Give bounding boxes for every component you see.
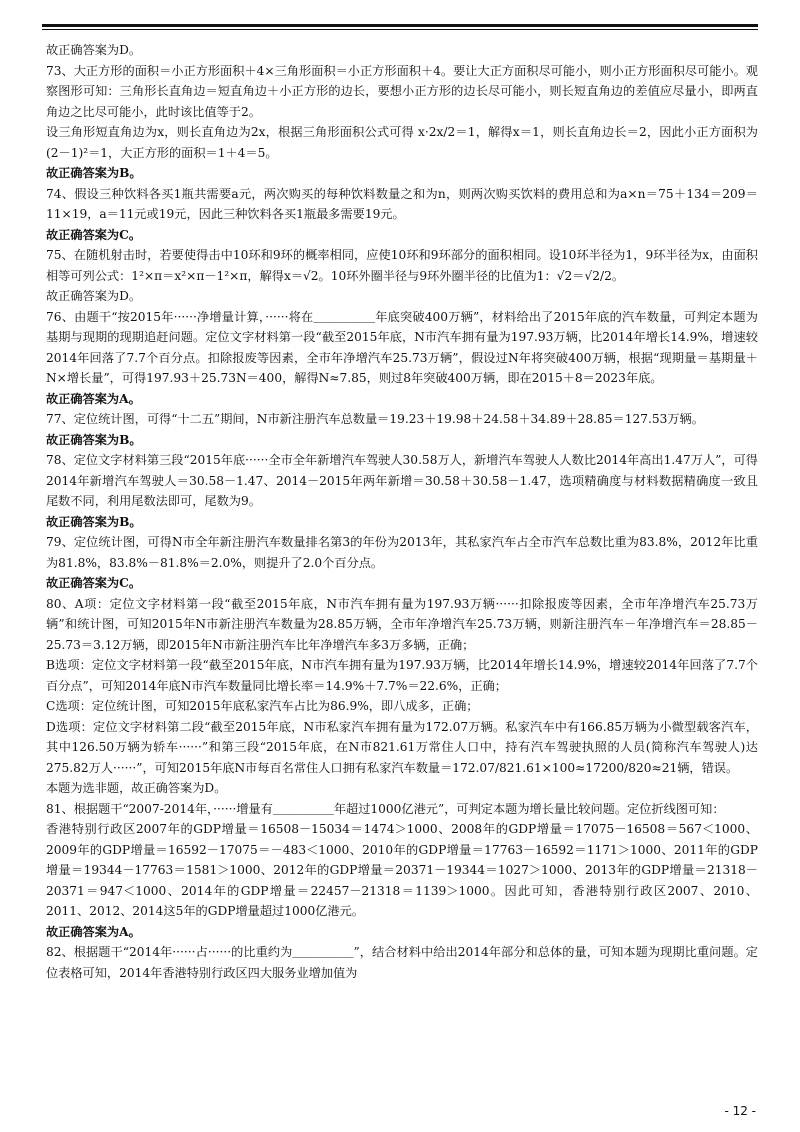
answer-line: 故正确答案为C。: [46, 227, 142, 242]
answer-line: 故正确答案为A。: [46, 924, 141, 939]
answer-line: 故正确答案为C。: [46, 576, 142, 590]
header-rule: [42, 24, 758, 27]
paragraph: 79、定位统计图，可得N市全年新注册汽车数量排名第3的年份为2013年，其私家汽车占全市汽车总数比重为83.8%，2012年比重为81.8%，83.8%－81.8%＝2.0%，则提升了2.0个百分点。: [46, 535, 758, 570]
paragraph: D选项：定位文字材料第二段“截至2015年底，N市私家汽车拥有量为172.07万辆。私家汽车中有166.85万辆为小微型载客汽车，其中126.50万辆为轿车······”和第三段“2015年底，在N市821.61万常住人口中，持有汽车驾驶执照的人员(简称汽车驾驶人)达275.82万人······”，可知2015年底N市每百名常住人口拥有私家汽车数量＝172.07/821.61×100≈17200/820≈21辆，错误。: [46, 719, 758, 775]
answer-line: 故正确答案为B。: [46, 432, 142, 447]
paragraph: 77、定位统计图，可得“十二五”期间，N市新注册汽车总数量＝19.23＋19.98＋24.58＋34.89＋28.85＝127.53万辆。: [46, 412, 704, 426]
page-number: - 12 -: [724, 1104, 756, 1118]
paragraph: B选项：定位文字材料第一段“截至2015年底，N市汽车拥有量为197.93万辆，比2014年增长14.9%，增速较2014年回落了7.7个百分点”，可知2014年底N市汽车数量同比增长率＝14.9%＋7.7%＝22.6%，正确；: [46, 658, 758, 693]
paragraph: 设三角形短直角边为x，则长直角边为2x，根据三角形面积公式可得 x·2x/2＝1，解得x＝1，则长直角边长＝2，因此小正方面积为 (2－1)²＝1，大正方形的面积＝1＋4＝5。: [46, 125, 758, 160]
paragraph: C选项：定位统计图，可知2015年底私家汽车占比为86.9%，即八成多，正确；: [46, 699, 479, 713]
paragraph: 故正确答案为D。: [46, 289, 142, 303]
paragraph: 75、在随机射击时，若要使得击中10环和9环的概率相同，应使10环和9环部分的面积相同。设10环半径为1，9环半径为x，由面积相等可列公式：1²×π＝x²×π－1²×π，解得x＝√2。10环外圈半径与9环外圈半径的比值为1：√2＝√2/2。: [46, 248, 758, 283]
paragraph: 香港特别行政区2007年的GDP增量＝16508－15034＝1474＞1000、2008年的GDP增量＝17075－16508＝567＜1000、2009年的GDP增量＝16592－17075＝－483＜1000、2010年的GDP增量＝17763－16592＝1171＞1000、2011年的GDP增量＝19344－17763＝1581＞1000、2012年的GDP增量＝20371－19344＝1027＞1000、2013年的GDP增量＝21318－20371＝947＜1000、2014年的GDP增量＝22457－21318＝1139＞1000。因此可知，香港特别行政区2007、2010、2011、2012、2014这5年的GDP增量超过1000亿港元。: [46, 822, 758, 918]
paragraph: 76、由题干“按2015年······净增量计算，······将在＿＿＿＿＿年底突破400万辆”，材料给出了2015年底的汽车数量，可判定本题为基期与现期的现期追赶问题。定位文字材料第一段“截至2015年底，N市汽车拥有量为197.93万辆，比2014年增长14.9%，增速较2014年回落了7.7个百分点。扣除报废等因素，全市年净增汽车25.73万辆”，假设过N年将突破400万辆，根据“现期量＝基期量＋N×增长量”，可得197.93＋25.73N＝400，解得N≈7.85，则过8年突破400万辆，即在2015＋8＝2023年底。: [46, 309, 758, 385]
paragraph: 81、根据题干“2007-2014年，······增量有＿＿＿＿＿年超过1000亿港元”，可判定本题为增长量比较问题。定位折线图可知：: [46, 801, 725, 816]
paragraph: 74、假设三种饮料各买1瓶共需要a元，两次购买的每种饮料数量之和为n，则两次购买饮料的费用总和为a×n＝75＋134＝209＝11×19，a＝11元或19元，因此三种饮料各买1瓶最多需要19元。: [46, 186, 758, 221]
answer-line: 故正确答案为B。: [46, 514, 142, 529]
answer-line: 故正确答案为B。: [46, 166, 142, 180]
paragraph: 80、A项：定位文字材料第一段“截至2015年底，N市汽车拥有量为197.93万辆······扣除报废等因素，全市年净增汽车25.73万辆”和统计图，可知2015年N市新注册汽车数量为28.85万辆，全市年净增汽车25.73万辆，则新注册汽车－年净增汽车＝28.85－25.73＝3.12万辆，即2015年N市新注册汽车比年净增汽车多3万多辆，正确；: [46, 596, 758, 652]
paragraph: 82、根据题干“2014年······占······的比重约为＿＿＿＿＿”，结合材料中给出2014年部分和总体的量，可知本题为现期比重问题。定位表格可知，2014年香港特别行政区四大服务业增加值为: [46, 945, 758, 980]
paragraph: 本题为选非题，故正确答案为D。: [46, 781, 227, 795]
paragraph: 78、定位文字材料第三段“2015年底······全市全年新增汽车驾驶人30.58万人，新增汽车驾驶人人数比2014年高出1.47万人”，可得2014年新增汽车驾驶人＝30.58－1.47、2014－2015年两年新增＝30.58＋30.58－1.47，选项精确度与材料数据精确度一致且尾数不同，利用尾数法即可，尾数为9。: [46, 453, 758, 508]
header-rule-thin: [42, 29, 758, 30]
paragraph: 73、大正方形的面积＝小正方形面积＋4×三角形面积＝小正方形面积＋4。要让大正方面积尽可能小，则小正方形面积尽可能小。观察图形可知：三角形长直角边＝短直角边＋小正方形的边长，要想小正方形的边长尽可能小，则长短直角边的差值应尽量小，即两直角边之比尽可能小，此时该比值等于2。: [46, 63, 758, 119]
paragraph: 故正确答案为D。: [46, 43, 142, 57]
answer-line: 故正确答案为A。: [46, 391, 141, 406]
answer-explanations: [46, 40, 758, 983]
